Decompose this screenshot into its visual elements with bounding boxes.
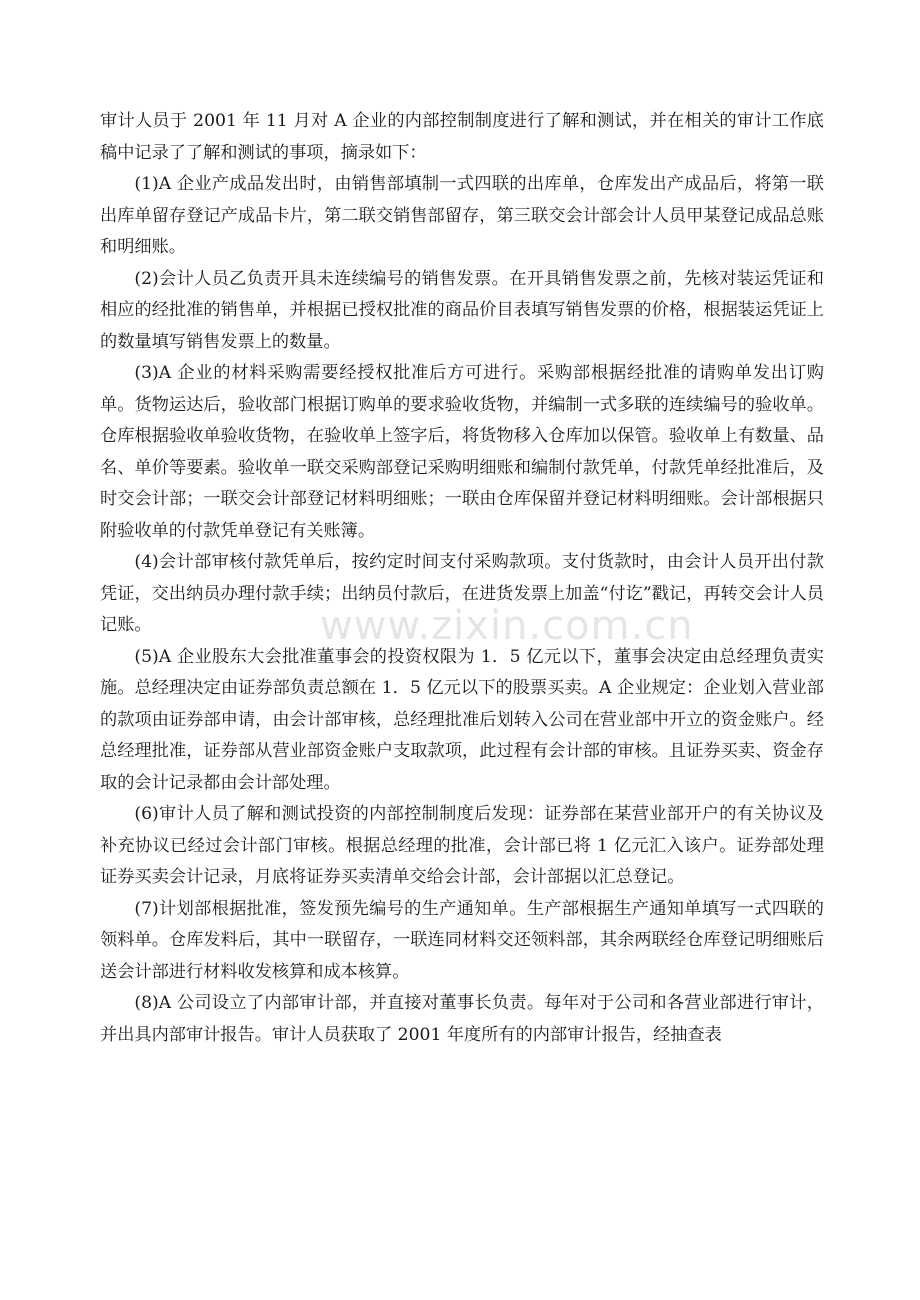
item-8-paragraph: (8)A 公司设立了内部审计部，并直接对董事长负责。每年对于公司和各营业部进行审计，并出具内部审计报告。审计人员获取了 2001 年度所有的内部审计报告，经抽查表 [100,993,824,1045]
item-5-paragraph: (5)A 企业股东大会批准董事会的投资权限为 1．5 亿元以下，董事会决定由总经理负责实施。总经理决定由证券部负责总额在 1．5 亿元以下的股票买卖。A 企业规定：企业划入营业部的款项由证券部申请，由会计部审核，总经理批准后划转入公司在营业部中开立的资金账户。经总经理批准，证券部从营业部资金账户支取款项，此过程有会计部的审核。且证券买卖、资金存取的会计记录都由会计部处理。 [100,646,824,793]
item-6-paragraph: (6)审计人员了解和测试投资的内部控制制度后发现：证券部在某营业部开户的有关协议及补充协议已经过会计部门审核。根据总经理的批准，会计部已将 1 亿元汇入该户。证券部处理证券买卖会计记录，月底将证券买卖清单交给会计部，会计部据以汇总登记。 [100,804,824,887]
item-7-paragraph: (7)计划部根据批准，签发预先编号的生产通知单。生产部根据生产通知单填写一式四联的领料单。仓库发料后，其中一联留存，一联连同材料交还领料部，其余两联经仓库登记明细账后送会计部进行材料收发核算和成本核算。 [100,898,824,982]
item-2-paragraph: (2)会计人员乙负责开具未连续编号的销售发票。在开具销售发票之前，先核对装运凭证和相应的经批准的销售单，并根据已授权批准的商品价目表填写销售发票的价格，根据装运凭证上的数量填写销售发票上的数量。 [100,268,824,352]
intro-paragraph: 审计人员于 2001 年 11 月对 A 企业的内部控制制度进行了解和测试，并在相关的审计工作底稿中记录了了解和测试的事项，摘录如下： [100,111,824,163]
watermark: www.zixin.com.cn [320,603,694,649]
item-3-paragraph: (3)A 企业的材料采购需要经授权批准后方可进行。采购部根据经批准的请购单发出订购单。货物运达后，验收部门根据订购单的要求验收货物，并编制一式多联的连续编号的验收单。仓库根据验收单验收货物，在验收单上签字后，将货物移入仓库加以保管。验收单上有数量、品名、单价等要素。验收单一联交采购部登记采购明细账和编制付款凭单，付款凭单经批准后，及时交会计部；一联交会计部登记材料明细账；一联由仓库保留并登记材料明细账。会计部根据只附验收单的付款凭单登记有关账簿。 [100,363,824,541]
item-4-paragraph: (4)会计部审核付款凭单后，按约定时间支付采购款项。支付货款时，由会计人员开出付款凭证，交出纳员办理付款手续；出纳员付款后，在进货发票上加盖“付讫”戳记，再转交会计人员记账。 [100,552,824,635]
item-1-paragraph: (1)A 企业产成品发出时，由销售部填制一式四联的出库单，仓库发出产成品后，将第一联出库单留存登记产成品卡片，第二联交销售部留存，第三联交会计部会计人员甲某登记成品总账和明细账。 [100,174,824,257]
